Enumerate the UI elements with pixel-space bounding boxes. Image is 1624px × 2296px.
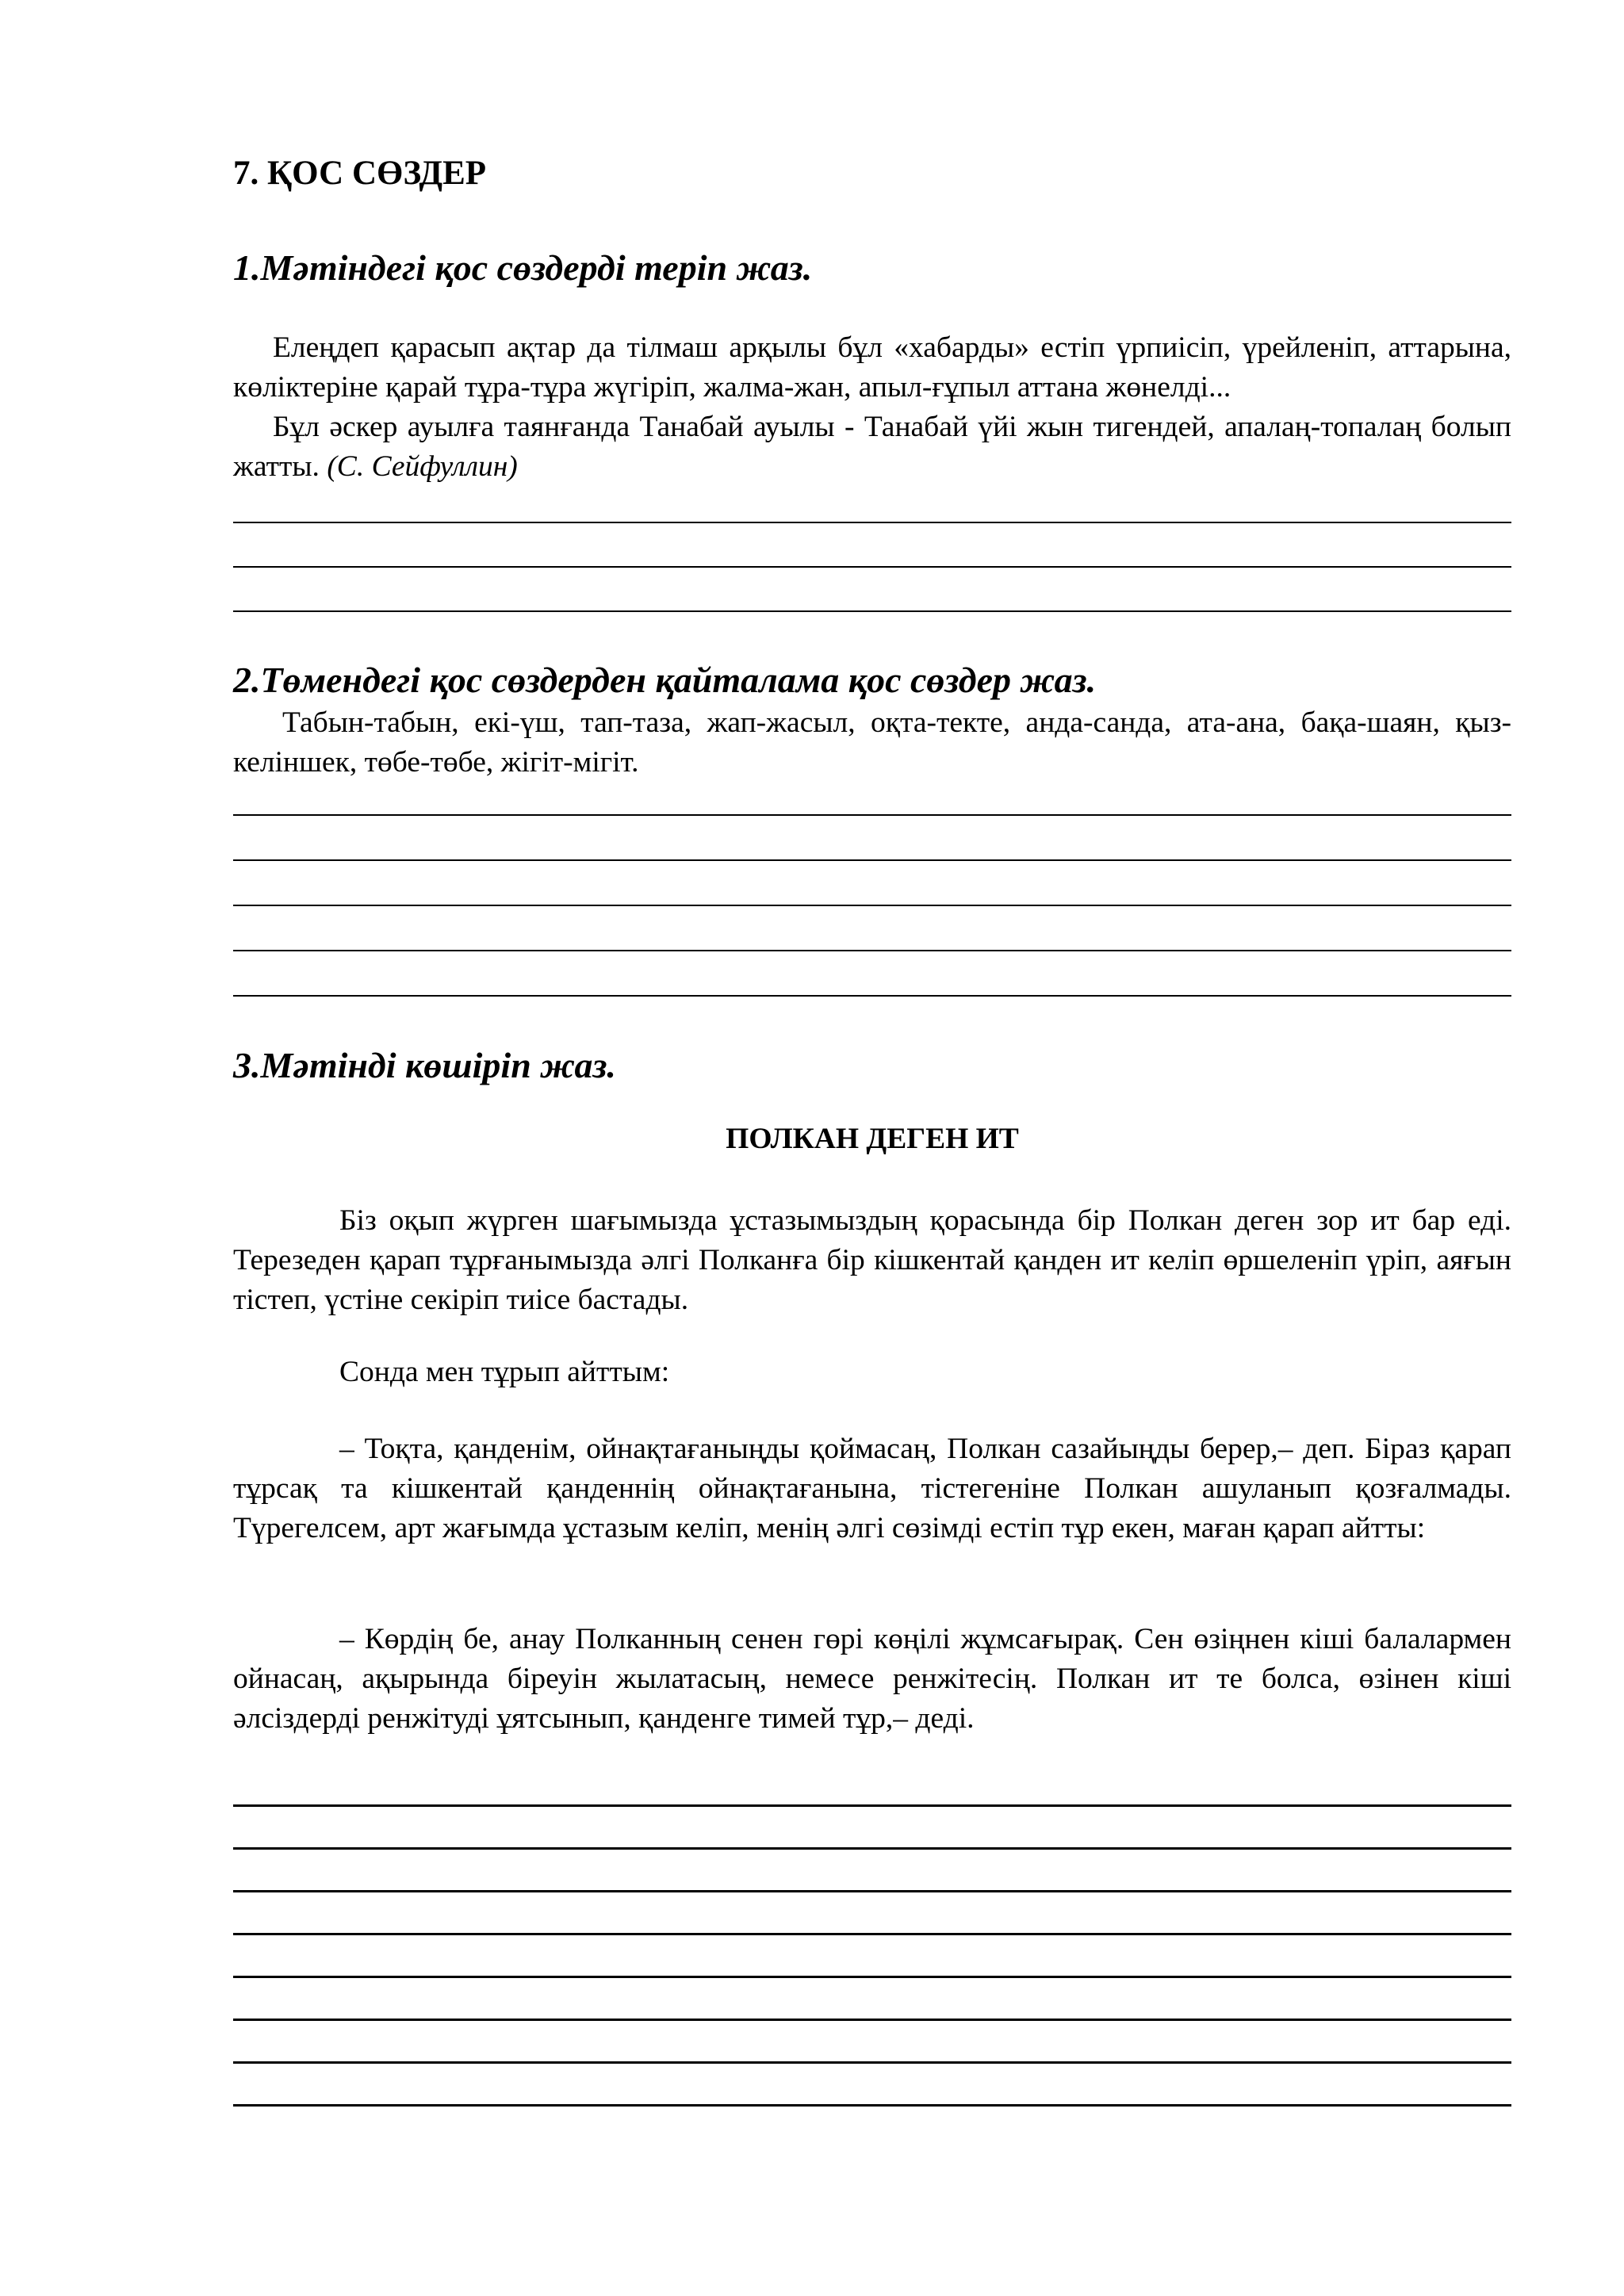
story-paragraph-2: Сонда мен тұрып айттым: bbox=[339, 1356, 670, 1388]
answer-line[interactable] bbox=[233, 859, 1511, 861]
answer-line[interactable] bbox=[233, 2061, 1511, 2064]
task1-paragraph-2 bbox=[233, 408, 1511, 487]
answer-line[interactable] bbox=[233, 1933, 1511, 1935]
story-title: ПОЛКАН ДЕГЕН ИТ bbox=[726, 1123, 1019, 1155]
task2-words: Табын-табын, екі-үш, тап-таза, жап-жасыл, оқта-текте, анда-санда, ата-ана, бақа-шаян, қыз-келіншек, төбе-төбе, жігіт-мігіт. bbox=[233, 706, 1511, 779]
answer-line[interactable] bbox=[233, 995, 1511, 997]
answer-line[interactable] bbox=[233, 905, 1511, 906]
answer-line[interactable] bbox=[233, 1890, 1511, 1892]
answer-line[interactable] bbox=[233, 522, 1511, 523]
answer-line[interactable] bbox=[233, 814, 1511, 816]
answer-line[interactable] bbox=[233, 950, 1511, 951]
answer-line[interactable] bbox=[233, 1804, 1511, 1807]
answer-line[interactable] bbox=[233, 2019, 1511, 2021]
task1-paragraph-1: Елеңдеп қарасып ақтар да тілмаш арқылы бұл «хабарды» естіп үрпиісіп, үрейленіп, аттарына, көліктеріне қарай тұра-тұра жүгіріп, жалма-жан, апыл-ғұпыл аттана жөнелді... bbox=[233, 331, 1511, 404]
task3-heading: 3.Мәтінді көшіріп жаз. bbox=[233, 1045, 616, 1085]
task1-heading: 1.Мәтіндегі қос сөздерді теріп жаз. bbox=[233, 247, 813, 288]
answer-line[interactable] bbox=[233, 566, 1511, 568]
story-paragraph-1: Біз оқып жүрген шағымызда ұстазымыздың қорасында бір Полкан деген зор ит бар еді. Терезеден қарап тұрғанымызда әлгі Полканға бір кішкентай қанден ит келіп өршеленіп үріп, аяғын тістеп, үстіне секіріп тиісе бастады. bbox=[233, 1204, 1511, 1316]
answer-line[interactable] bbox=[233, 610, 1511, 612]
answer-line[interactable] bbox=[233, 1976, 1511, 1978]
citation: (С. Сейфуллин) bbox=[327, 450, 518, 483]
section-title: 7. ҚОС СӨЗДЕР bbox=[233, 155, 487, 192]
answer-line[interactable] bbox=[233, 1847, 1511, 1850]
task1-paragraph-2-text: Бұл әскер ауылға таянғанда Танабай ауылы - Танабай үйі жын тигендей, апалаң-топалаң болып жатты. bbox=[233, 411, 1511, 483]
story-paragraph-3: – Тоқта, қанденім, ойнақтағаныңды қоймасаң, Полкан сазайыңды берер,– деп. Біраз қарап тұрсақ та кішкентай қанденнің ойнақтағанына, тістегеніне Полкан ашуланып қозғалмады. Түрегелсем, арт жағымда ұстазым келіп, менің әлгі сөзімді естіп тұр екен, маған қарап айтты: bbox=[233, 1433, 1511, 1544]
story-paragraph-4: – Көрдің бе, анау Полканның сенен гөрі көңілі жұмсағырақ. Сен өзіңнен кіші балалармен ойнасаң, ақырында біреуін жылатасың, немесе ренжітесің. Полкан ит те болса, өзінен кіші әлсіздерді ренжітуді ұятсынып, қанденге тимей тұр,– деді. bbox=[233, 1623, 1511, 1735]
answer-line[interactable] bbox=[233, 2104, 1511, 2107]
task2-heading: 2.Төмендегі қос сөздерден қайталама қос сөздер жаз. bbox=[233, 660, 1097, 700]
